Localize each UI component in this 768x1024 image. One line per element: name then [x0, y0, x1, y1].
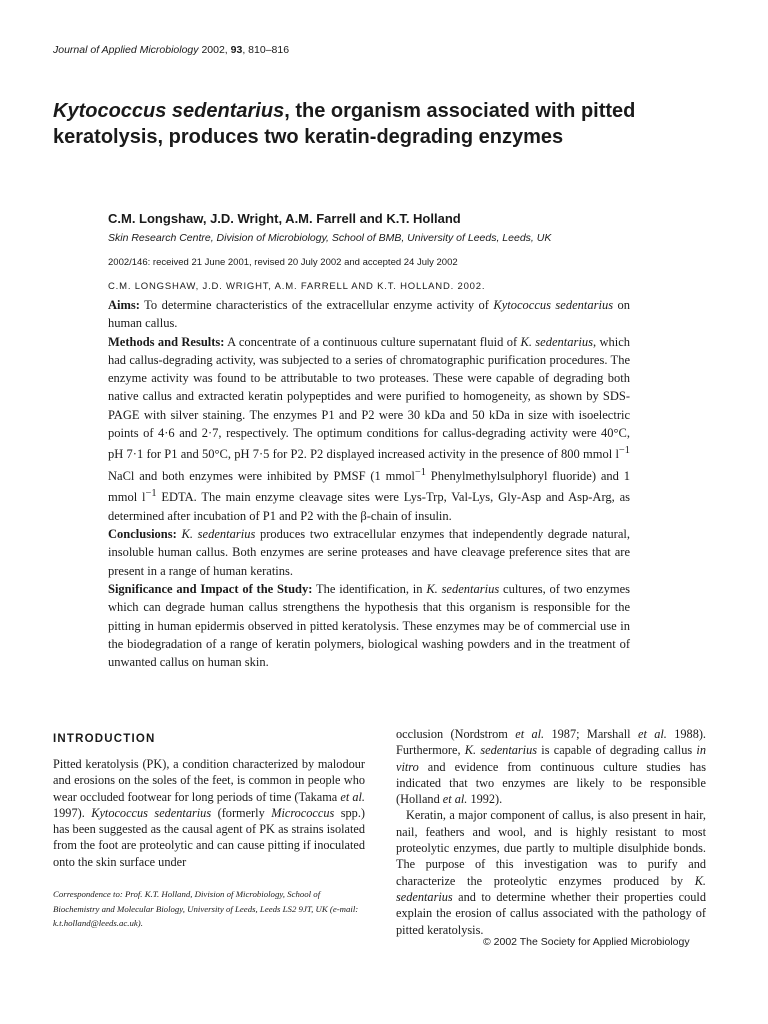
- significance-label: Significance and Impact of the Study:: [108, 581, 313, 596]
- received-dates: 2002/146: received 21 June 2001, revised 20 July 2002 and accepted 24 July 2002: [108, 257, 458, 268]
- abstract-methods: [108, 333, 630, 525]
- significance-text-2: cultures, of two enzymes which can degrade human callus strengthens the hypothesis that this organism is responsible for the pitting in human epidermis observed in pitted keratolysis. These enzymes may be of commercial use in the biodegradation of a range of keratin polymers, biological washing powders and in the treatment of unwanted callus on human skin.: [108, 581, 630, 670]
- citation-line: C.M. LONGSHAW, J.D. WRIGHT, A.M. FARRELL AND K.T. HOLLAND. 2002.: [108, 281, 486, 292]
- text-run: Keratin, a major component of callus, is also present in hair, nail, feathers and wool, and is highly resistant to most proteolytic enzymes, due partly to multiple disulphide bonds. The purpose of this investigation was to purify and characterize the proteolytic enzymes produced by: [396, 808, 706, 888]
- text-run: 1988). Furthermore,: [396, 727, 707, 758]
- journal-year: 2002,: [201, 44, 228, 56]
- methods-text-2: , which had callus-degrading activity, was subjected to a series of chromatographic purification procedures. The enzyme activity was found to be attributable to two proteases. These were capable of degrading both native callus and extracted keratin polypeptides and were purified to homogeneity, as shown by SDS-PAGE with silver staining. The enzymes P1 and P2 were 30 kDa and 50 kDa in size with isoelectric points of 4·6 and 2·7, respectively. The optimum conditions for callus-degrading activity were 40°C, pH 7·1 for P1 and 50°C, pH 7·5 for P2. P2 displayed increased activity in the presence of 800 mmol l: [108, 334, 630, 462]
- significance-text-1: The identification, in: [312, 581, 427, 596]
- et-al: et al.: [442, 792, 468, 807]
- copyright-notice: © 2002 The Society for Applied Microbiology: [483, 936, 690, 948]
- organism-name: Kytococcus sedentarius: [91, 805, 212, 820]
- text-run: is capable of degrading callus: [537, 743, 697, 758]
- title-rest: , the organism associated with pitted keratolysis, produces two keratin-degrading enzymes: [53, 100, 636, 148]
- article-title: [53, 98, 673, 150]
- methods-text-4: Phenylmethylsulphoryl fluoride) and 1 mmol l: [108, 468, 630, 505]
- text-run: 1987; Marshall: [544, 727, 638, 741]
- text-run: 1992).: [467, 792, 503, 807]
- et-al: et al.: [637, 727, 667, 741]
- methods-text-3: NaCl and both enzymes were inhibited by PMSF (1 mmol: [108, 468, 415, 483]
- text-run: and evidence from continuous culture studies has indicated that two enzymes are likely to be responsible (Holland: [396, 759, 706, 807]
- text-run: 1997).: [53, 805, 92, 820]
- title-organism: Kytococcus sedentarius: [53, 100, 285, 122]
- journal-name: Journal of Applied Microbiology: [53, 44, 199, 56]
- methods-label: Methods and Results:: [108, 334, 225, 349]
- et-al: et al.: [340, 789, 365, 804]
- text-run: spp.) has been suggested as the causal agent of PK as strains isolated from the foot are proteolytic and can cause pitting if inoculated onto the skin surface under: [53, 805, 365, 869]
- section-heading-introduction: INTRODUCTION: [53, 733, 156, 745]
- superscript: −1: [618, 445, 630, 457]
- abstract-significance: [108, 580, 630, 671]
- text-run: Pitted keratolysis (PK), a condition characterized by malodour and erosions on the soles of the feet, is common in people who wear occluded footwear for long periods of time (Takama: [53, 757, 365, 804]
- superscript: −1: [414, 466, 426, 478]
- organism-name: K. sedentarius: [464, 743, 538, 758]
- methods-text-1: A concentrate of a continuous culture supernatant fluid of: [224, 334, 521, 349]
- aims-organism: Kytococcus sedentarius: [493, 298, 614, 312]
- intro-paragraph-3: [396, 807, 706, 937]
- aims-label: Aims:: [108, 298, 140, 312]
- aims-text: To determine characteristics of the extracellular enzyme activity of: [139, 298, 494, 312]
- conclusions-label: Conclusions:: [108, 527, 177, 542]
- affiliation: Skin Research Centre, Division of Microbiology, School of BMB, University of Leeds, Leeds, UK: [108, 232, 552, 244]
- correspondence-footnote: Correspondence to: Prof. K.T. Holland, Division of Microbiology, School of Biochemistry and Molecular Biology, University of Leeds, Leeds LS2 9JT, UK (e-mail: k.t.holland@leeds.ac.uk).: [53, 889, 359, 928]
- superscript: −1: [145, 488, 157, 500]
- author-list: C.M. Longshaw, J.D. Wright, A.M. Farrell and K.T. Holland: [108, 211, 461, 226]
- journal-pages: , 810–816: [242, 44, 290, 56]
- abstract-aims: [108, 296, 630, 333]
- intro-paragraph-1: [53, 756, 365, 870]
- significance-organism: K. sedentarius: [426, 581, 500, 596]
- methods-organism: K. sedentarius: [520, 334, 593, 349]
- abstract-conclusions: [108, 525, 630, 580]
- journal-header: [53, 44, 289, 56]
- organism-name: K. sedentarius: [396, 873, 706, 904]
- intro-paragraph-2: [396, 726, 706, 807]
- methods-text-5: EDTA. The main enzyme cleavage sites were Lys-Trp, Val-Lys, Gly-Asp and Asp-Arg, as determined after incubation of P1 and P2 with the β-chain of insulin.: [108, 490, 630, 523]
- right-column: [396, 726, 706, 938]
- left-column: [53, 733, 365, 870]
- conclusions-organism: K. sedentarius: [181, 527, 256, 542]
- et-al: et al.: [515, 727, 545, 741]
- abstract: [108, 296, 630, 671]
- journal-volume: 93: [230, 44, 243, 56]
- conclusions-text: produces two extracellular enzymes that independently degrade natural, insoluble human callus. Both enzymes are serine proteases and have cleavage preference sites that are present in a range of human keratins.: [108, 527, 630, 578]
- text-run: (formerly: [211, 805, 272, 820]
- aims-end: on human callus.: [108, 298, 631, 331]
- text-run: occlusion (Nordstrom: [396, 727, 516, 741]
- in-vitro: in vitro: [396, 743, 706, 774]
- genus-name: Micrococcus: [271, 805, 335, 820]
- text-run: and to determine whether their properties could explain the erosion of callus associated with the pathology of pitted keratolysis.: [396, 889, 706, 937]
